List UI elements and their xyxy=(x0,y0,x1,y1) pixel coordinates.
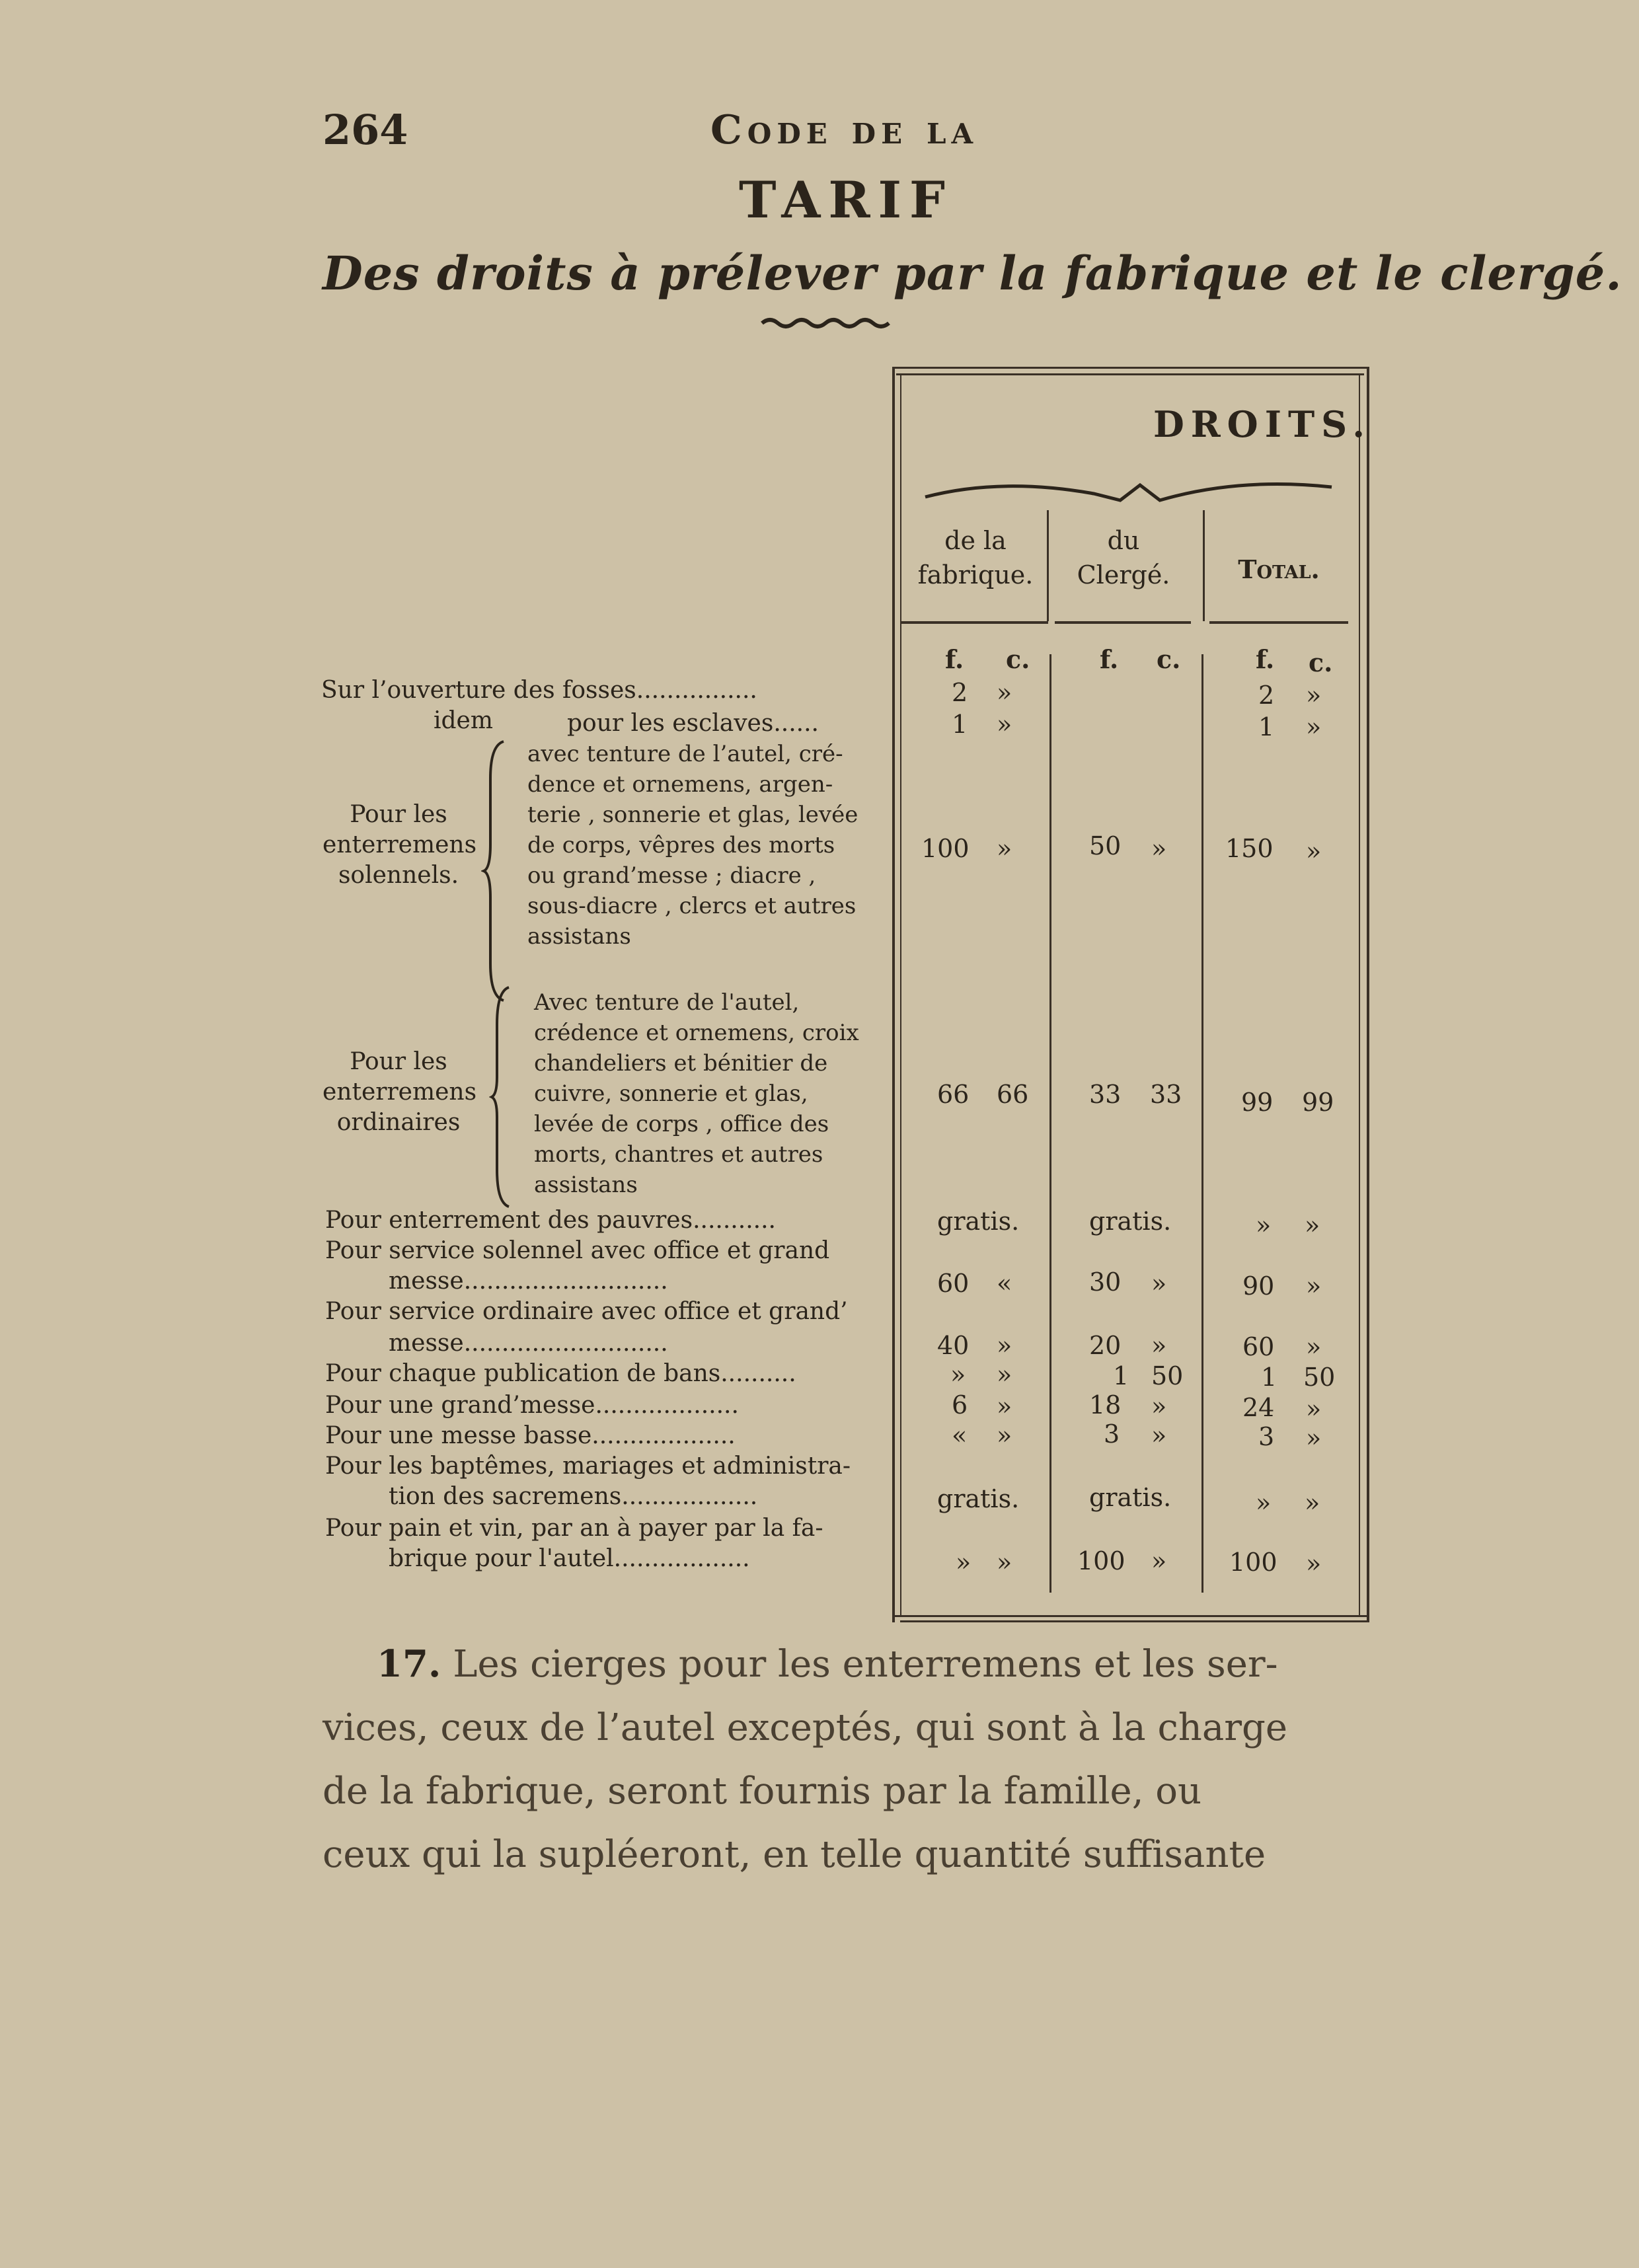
value-clerge-c: » xyxy=(1151,1421,1167,1450)
row-label: Pour pain et vin, par an à payer par la fa- xyxy=(325,1515,823,1542)
page-title: TARIF xyxy=(738,170,954,229)
value-fabrique-gratis: gratis. xyxy=(937,1484,1020,1513)
value-fabrique-f: 40 xyxy=(937,1331,970,1360)
unit-franc: f. xyxy=(1100,644,1119,674)
value-fabrique-f: 6 xyxy=(952,1390,968,1419)
value-clerge-gratis: gratis. xyxy=(1089,1483,1172,1512)
value-fabrique-c: » xyxy=(997,834,1012,863)
value-clerge-f: 100 xyxy=(1077,1546,1125,1575)
paragraph-line: vices, ceux de l’autel exceptés, qui sont à la charge xyxy=(323,1706,1288,1749)
value-total-c: » xyxy=(1306,712,1322,741)
value-fabrique-f: » xyxy=(956,1548,972,1577)
value-clerge-f: 50 xyxy=(1089,831,1122,860)
value-total-c: » xyxy=(1306,1271,1322,1301)
value-fabrique-f: » xyxy=(950,1360,966,1389)
value-clerge-f: 3 xyxy=(1104,1419,1120,1449)
ornament-divider-table xyxy=(922,471,1345,510)
value-clerge-f: 1 xyxy=(1113,1361,1129,1390)
value-total-c: » xyxy=(1306,1394,1322,1423)
row-label: Pour les baptêmes, mariages et administra- xyxy=(325,1453,851,1480)
value-total-c: 50 xyxy=(1303,1363,1336,1392)
page-subtitle: Des droits à prélever par la fabrique et le clergé. xyxy=(323,246,1622,301)
value-clerge-c: 50 xyxy=(1151,1361,1184,1390)
value-fabrique-c: 66 xyxy=(997,1080,1029,1109)
row-label-multiline: Avec tenture de l'autel, crédence et ornemens, croix chandeliers et bénitier de cuivre, sonnerie et glas, levée de corps , office des morts, chantres et autres assistans xyxy=(534,989,859,1198)
value-fabrique-c: » xyxy=(997,710,1012,739)
curly-brace xyxy=(489,985,515,1209)
row-label: Pour service solennel avec office et grand xyxy=(325,1237,830,1264)
value-total-f: 24 xyxy=(1242,1393,1275,1422)
value-total-c: » xyxy=(1306,681,1322,710)
value-total-f: 1 xyxy=(1258,712,1275,741)
value-total-f: 99 xyxy=(1241,1088,1274,1117)
paragraph-line: de la fabrique, seront fournis par la famille, ou xyxy=(323,1770,1202,1813)
row-label-continuation: tion des sacremens.................. xyxy=(389,1483,758,1510)
paragraph-line: ceux qui la supléeront, en telle quantité suffisante xyxy=(323,1833,1266,1876)
row-label: Pour chaque publication de bans.......... xyxy=(325,1360,796,1387)
row-label: Sur l’ouverture des fosses................ xyxy=(321,677,757,704)
value-total-f: 100 xyxy=(1229,1548,1277,1577)
value-fabrique-c: » xyxy=(997,1548,1012,1577)
unit-centime: c. xyxy=(1006,644,1030,674)
value-clerge-f: 18 xyxy=(1089,1390,1122,1419)
value-clerge-c: » xyxy=(1151,1546,1167,1575)
row-group-label: Pour les enterremens solennels. xyxy=(323,801,477,889)
value-clerge-f: 33 xyxy=(1089,1080,1122,1109)
value-total-c: » xyxy=(1306,1423,1322,1453)
value-clerge-f: 30 xyxy=(1089,1267,1122,1297)
value-total-c: » xyxy=(1305,1488,1320,1517)
value-total-c: 99 xyxy=(1302,1088,1334,1117)
value-fabrique-f: 2 xyxy=(952,678,968,707)
value-clerge-c: » xyxy=(1151,1269,1167,1298)
value-clerge-c: » xyxy=(1151,1331,1167,1360)
value-total-f: 2 xyxy=(1258,681,1275,710)
row-label-multiline: avec tenture de l’autel, cré- dence et ornemens, argen- terie , sonnerie et glas, levée de corps, vêpres des morts ou grand’messe ; diacre , sous-diacre , clercs et autres assistans xyxy=(527,741,858,950)
article-number: 17. xyxy=(377,1642,441,1686)
value-total-f: 150 xyxy=(1225,834,1274,863)
curly-brace xyxy=(481,739,508,1003)
running-head: Code de la xyxy=(710,107,979,153)
value-fabrique-c: » xyxy=(997,1360,1012,1389)
row-label: Pour enterrement des pauvres........... xyxy=(325,1207,776,1234)
article-paragraph xyxy=(323,1632,1381,1887)
ornament-divider-top xyxy=(759,313,897,333)
unit-centime: c. xyxy=(1309,648,1333,677)
paragraph-line: 17. Les cierges pour les enterremens et les ser- xyxy=(377,1642,1278,1686)
column-header-clerge: du Clergé. xyxy=(1077,526,1170,589)
value-fabrique-f: 60 xyxy=(937,1269,970,1298)
value-fabrique-c: » xyxy=(997,678,1012,707)
value-fabrique-c: » xyxy=(997,1392,1012,1421)
row-label-idem: idem xyxy=(434,707,493,734)
value-clerge-c: 33 xyxy=(1150,1080,1182,1109)
value-total-f: » xyxy=(1256,1211,1272,1240)
value-total-f: 90 xyxy=(1242,1271,1275,1301)
row-label: pour les esclaves...... xyxy=(567,710,819,737)
row-label-continuation: messe........................... xyxy=(389,1330,668,1357)
value-fabrique-c: » xyxy=(997,1331,1012,1360)
row-label-continuation: brique pour l'autel.................. xyxy=(389,1545,750,1572)
column-header-total: Total. xyxy=(1238,554,1320,584)
value-fabrique-c: » xyxy=(997,1421,1012,1450)
value-total-c: » xyxy=(1306,1549,1322,1578)
value-clerge-gratis: gratis. xyxy=(1089,1207,1172,1236)
table-group-header: DROITS. xyxy=(1153,403,1372,445)
value-total-c: » xyxy=(1306,837,1322,866)
value-total-c: » xyxy=(1306,1332,1322,1361)
value-total-f: 3 xyxy=(1258,1422,1275,1451)
row-group-label: Pour les enterremens ordinaires xyxy=(323,1048,477,1136)
value-fabrique-f: « xyxy=(952,1421,968,1450)
unit-franc: f. xyxy=(945,644,964,674)
value-fabrique-c: « xyxy=(997,1269,1012,1298)
page-number: 264 xyxy=(323,106,408,154)
value-total-f: » xyxy=(1256,1488,1272,1517)
row-label: Pour une messe basse................... xyxy=(325,1422,736,1449)
row-label: Pour service ordinaire avec office et grand’ xyxy=(325,1298,848,1325)
value-fabrique-gratis: gratis. xyxy=(937,1207,1020,1236)
value-total-c: » xyxy=(1305,1211,1320,1240)
unit-centime: c. xyxy=(1157,644,1181,674)
value-total-f: 1 xyxy=(1261,1363,1277,1392)
value-clerge-f: 20 xyxy=(1089,1331,1122,1360)
row-label: Pour une grand’messe................... xyxy=(325,1392,739,1419)
value-fabrique-f: 1 xyxy=(952,710,968,739)
value-fabrique-f: 66 xyxy=(937,1080,970,1109)
unit-franc: f. xyxy=(1256,644,1275,674)
row-label-continuation: messe........................... xyxy=(389,1267,668,1295)
value-clerge-c: » xyxy=(1151,1392,1167,1421)
value-fabrique-f: 100 xyxy=(921,834,970,863)
value-total-f: 60 xyxy=(1242,1332,1275,1361)
column-header-fabrique: de la fabrique. xyxy=(917,526,1034,589)
value-clerge-c: » xyxy=(1151,834,1167,863)
